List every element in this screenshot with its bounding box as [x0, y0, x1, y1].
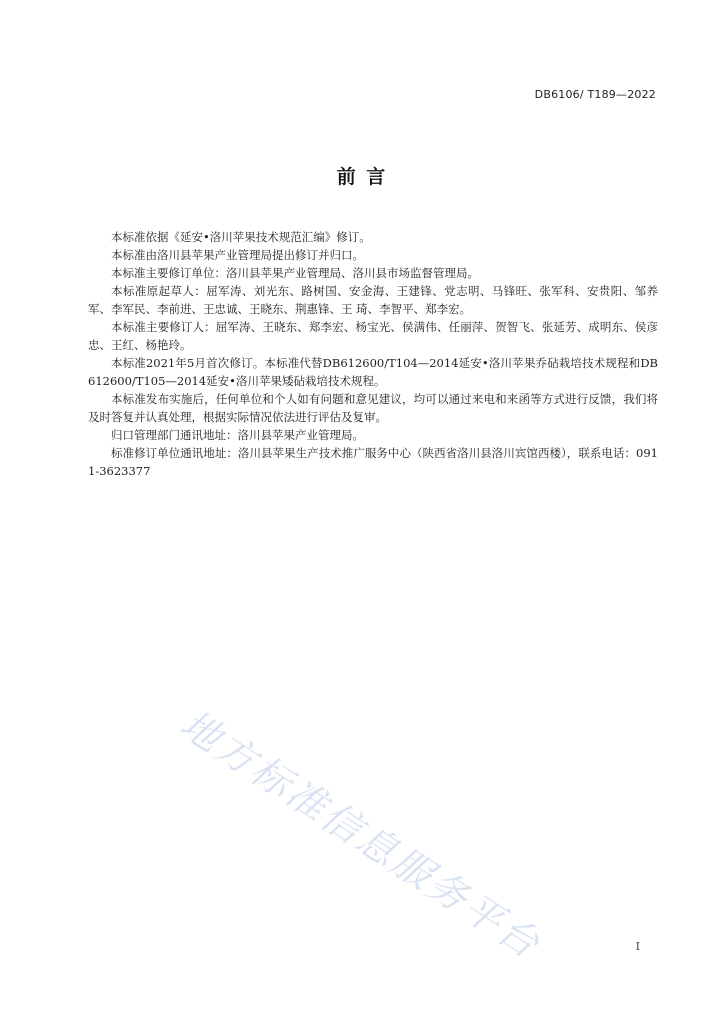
watermark-text: 地方标准信息服务平台	[171, 702, 549, 969]
paragraph-contact-address: 标准修订单位通讯地址：洛川县苹果生产技术推广服务中心（陕西省洛川县洛川宾馆西楼），联系电话：0911-3623377	[88, 446, 658, 478]
foreword-body	[88, 228, 658, 480]
paragraph-management-address: 归口管理部门通讯地址：洛川县苹果产业管理局。	[111, 428, 364, 442]
paragraph-revisers: 本标准主要修订人：屈军涛、王晓东、郑李宏、杨宝光、侯满伟、任丽萍、贺智飞、张延芳、成明东、侯彦忠、王红、杨艳玲。	[88, 320, 658, 352]
paragraph-original-drafters: 本标准原起草人：屈军涛、刘光东、路树国、安金海、王建锋、党志明、马锋旺、张军科、安贵阳、邹养军、李军民、李前进、王忠诚、王晓东、荆惠锋、王 琦、李智平、郑李宏。	[88, 284, 658, 316]
page-title: 前 言	[336, 166, 388, 188]
paragraph-proposer: 本标准由洛川县苹果产业管理局提出修订并归口。	[111, 248, 364, 262]
paragraph-basis: 本标准依据《延安•洛川苹果技术规范汇编》修订。	[111, 230, 371, 244]
page-number: I	[635, 940, 640, 953]
paragraph-revision-history: 本标准2021年5月首次修订。本标准代替DB612600/T104—2014延安•洛川苹果乔砧栽培技术规程和DB612600/T105—2014延安•洛川苹果矮砧栽培技术规程。	[88, 356, 658, 388]
document-code: DB6106/ T189—2022	[534, 88, 656, 101]
paragraph-revising-units: 本标准主要修订单位：洛川县苹果产业管理局、洛川县市场监督管理局。	[111, 266, 479, 280]
paragraph-feedback: 本标准发布实施后，任何单位和个人如有问题和意见建议，均可以通过来电和来函等方式进行反馈，我们将及时答复并认真处理，根据实际情况依法进行评估及复审。	[88, 392, 658, 424]
